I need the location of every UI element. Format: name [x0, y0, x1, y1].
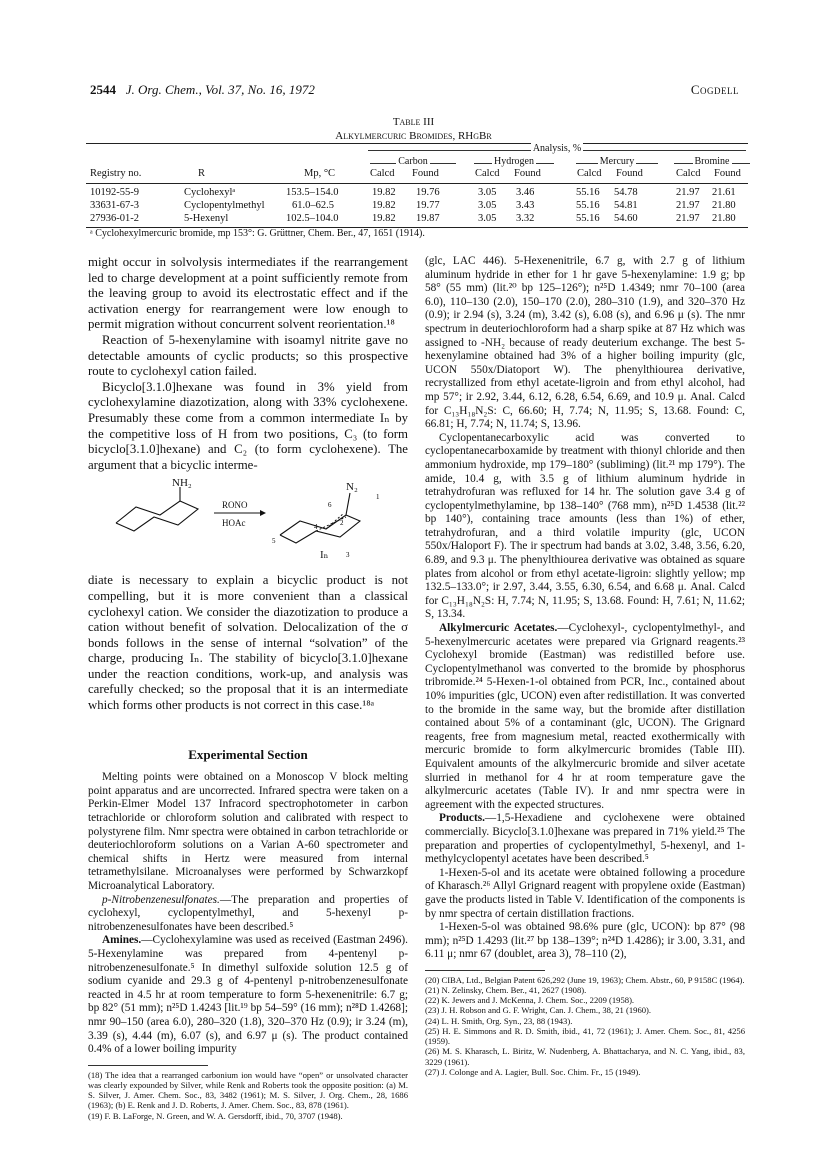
group-bromine: Bromine [674, 163, 750, 175]
footnote: (24) L. H. Smith, Org. Syn., 23, 88 (1943). [425, 1015, 573, 1026]
col-header: Mp, °C [304, 168, 336, 179]
paragraph: (glc, LAC 446). 5-Hexenenitrile, 6.7 g, with 2.7 g of lithium aluminum hydride in ether for 1 hr gave 5-hexenylamine: 1.9 g; bp 58° (55 mm) (lit.²⁰ bp 125–126°); n²⁵D 1.4349; nmr 70–100 (area 6.0), 110–130 (2.0), 150–170 (2.0), 280–310 (1.9), and 320–370 Hz (0.9); ir 2.94 (s), 3.24 (m), 3.42 (s), 6.08 (s), and 6.96 μ (s). The nmr spectrum in deuteriochloroform had a sharp spike at 87 Hz which was assigned to -NH₂ because of ready deuterium exchange. The best 5-hexenylamine obtained had 3% of a higher boiling impurity (glc, UCON 550x/Diatoport W). The phenylthiourea derivative, recrystallized from ethyl acetate-ligroin and from ethyl alcohol, had mp 57°; ir 2.92, 3.44, 6.12, 6.28, 6.54, 6.69, and 10.9 μ. Anal. Calcd for C₁₃H₁₈N₂S: C, 66.60; H, 7.74; N, 11.95; S, 13.68. Found: C, 66.81; H, 7.74; N, 11.74; S, 13.96. [425, 255, 745, 431]
footnote: (26) M. S. Kharasch, L. Biritz, W. Nudenberg, A. Bhattacharya, and N. C. Yang, ibid., 83, 3229 (1961). [425, 1046, 745, 1067]
paragraph: diate is necessary to explain a bicyclic product is not compelling, but it is more convenient than a classical cyclohexyl cation. We consider the diazotization to produce a cation without benefit of solvation. Delocalization of the σ bonds follows in the sense of internal “solvation” of the charge, producing Iₙ. The stability of bicyclo[3.1.0]hexane under the reaction conditions, work-up, and analysis was carefully checked; so the proposal that it is an intermediate which forms other products is not correct in this case.¹⁸ᵃ [88, 573, 408, 713]
run-in-head: p-Nitrobenzenesulfonates. [102, 893, 220, 906]
table-row: 33631-67-3 Cyclopentylmethyl 61.0–62.5 19.82 19.77 3.05 3.43 55.16 54.81 21.97 21.80 [90, 200, 736, 211]
col-header: Registry no. [90, 168, 142, 179]
footnote: (25) H. E. Simmons and R. D. Smith, ibid., 41, 72 (1961); J. Amer. Chem. Soc., 81, 4256 (1959). [425, 1025, 745, 1047]
footnote-rule [425, 970, 545, 971]
footnote-rule [88, 1065, 208, 1066]
group-mercury: Mercury [576, 163, 658, 175]
col-header: Found [616, 168, 643, 179]
col-header: Found [514, 168, 541, 179]
scheme-reagent-rono: RONO [222, 500, 248, 511]
footnote: (22) K. Jewers and J. McKenna, J. Chem. Soc., 2209 (1958). [425, 995, 635, 1006]
col-header: Calcd [475, 168, 500, 179]
paragraph: 1-Hexen-5-ol and its acetate were obtained following a procedure of Kharasch.²⁶ Allyl Grignard reagent with propylene oxide (Eastman) gave the products listed in Table V. Identification of the components is by nmr spectra of certain distillation fractions. [425, 866, 745, 920]
paragraph: Alkylmercuric Acetates.—Cyclohexyl-, cyclopentylmethyl-, and 5-hexenylmercuric acetates were prepared via Grignard reagents.²³ Cyclohexyl bromide (Eastman) was redistilled before use. Cyclopentylmethanol was converted to the bromide by phosphorus tribromide.²⁴ 5-Hexen-1-ol obtained from PCR, Inc., contained about 10% impurities (glc, UCON) even after redistillation. It was converted to the bromide in the same way, but the bromide after distillation contained about 5% of a contaminant (glc, UCON). The Grignard reagents, free from magnesium metal, reacted exothermically with mercuric bromide to form alkylmercuric bromides (Table III). Equivalent amounts of the alkylmercuric bromide and silver acetate slurried in methanol for 4 hr at room temperature gave the alkylmercuric acetates (Table IV). Ir and nmr spectra were in agreement with the expected structures. [425, 622, 745, 811]
table-title: Table III [392, 116, 435, 128]
paragraph: p-Nitrobenzenesulfonates.—The preparation and properties of cyclohexyl, cyclopentylmethyl, and 5-hexenyl p-nitrobenzenesulfonates have been described.⁵ [88, 893, 408, 933]
reaction-scheme [88, 477, 408, 567]
col-header: Calcd [676, 168, 701, 179]
group-hydrogen: Hydrogen [474, 163, 554, 175]
run-in-head: Products. [439, 812, 485, 825]
table-analysis-row [86, 144, 748, 156]
svg-text:3: 3 [346, 551, 350, 560]
col-header: Calcd [577, 168, 602, 179]
paragraph: 1-Hexen-5-ol was obtained 98.6% pure (glc, UCON): bp 87° (98 mm); n²⁵D 1.4293 (lit.²⁷ bp 138–139°; n²⁴D 1.4286); ir 3.00, 3.31, and 6.11 μ; nmr 67 (doublet, area 3), 78–110 (2), [425, 921, 745, 961]
footnote: (21) N. Zelinsky, Chem. Ber., 41, 2627 (1908). [425, 985, 587, 996]
col-header: Found [714, 168, 741, 179]
svg-text:6: 6 [328, 501, 332, 510]
run-in-head: Amines. [102, 934, 142, 947]
svg-text:2: 2 [340, 519, 344, 528]
author-header: Cogdell [690, 82, 739, 97]
footnote: (19) F. B. LaForge, N. Green, and W. A. Gersdorff, ibid., 70, 3707 (1948). [88, 1110, 343, 1121]
analysis-group: Analysis, % [368, 150, 746, 162]
col-header: Calcd [370, 168, 395, 179]
table-footnote: ᵃ Cyclohexylmercuric bromide, mp 153°: G. Grüttner, Chem. Ber., 47, 1651 (1914). [90, 228, 425, 239]
footnote: (23) J. H. Robson and G. F. Wright, Can. J. Chem., 38, 21 (1960). [425, 1005, 652, 1016]
col-header: Found [412, 168, 439, 179]
section-title: Experimental Section [188, 746, 308, 762]
table-header-row [86, 168, 748, 181]
paragraph: might occur in solvolysis intermediates if the rearrangement led to charge development at a point sufficiently remote from the leaving group to avoid its electrostatic effect and if the activation energy for rearrangement were low enough to permit migration without concurrent solvent reorientation.¹⁸ [88, 255, 408, 332]
journal-citation: J. Org. Chem., Vol. 37, No. 16, 1972 [125, 82, 315, 97]
paragraph: Cyclopentanecarboxylic acid was converted to cyclopentanecarboxamide by treatment with thionyl chloride and then ammonium hydroxide, mp 179–180° (subliming) (lit.²¹ mp 179°). The amide, 10.4 g, with 3.5 g of lithium aluminum hydride in tetrahydrofuran was refluxed for 14 hr. The solution gave 3.4 g of cyclopentylmethylamine, bp 138–140° (768 mm), n²⁵D 1.4538 (lit.²² bp 140°), containing trace amounts (less than 1%) of ether, tetrahydrofuran, and a third volatile impurity (glc, UCON 550x/Haloport F). The ir spectrum had bands at 3.02, 3.48, 3.56, 6.20, 6.89, and 9.3 μ. The phenylthiourea derivative was obtained as square plates from alcohol or from ethyl acetate-ligroin: slightly yellow; mp 132.5–133.0°; ir 2.97, 3.44, 3.55, 6.30, 6.54, and 6.68 μ. Anal. Calcd for C₁₃H₁₈N₂S: H, 7.74; N, 11.95; S, 13.68. Found: H, 7.61; N, 11.62; S, 13.34. [425, 431, 745, 621]
col-header: R [198, 168, 206, 179]
scheme-intermediate-label: Iₙ [320, 549, 329, 562]
paragraph: Products.—1,5-Hexadiene and cyclohexene were obtained commercially. Bicyclo[3.1.0]hexane was prepared in 71% yield.²⁵ The preparation and properties of cyclopentylmethyl, 5-hexenyl, and 1-methylcyclopentyl acetates have been described.⁵ [425, 812, 745, 866]
svg-text:1: 1 [376, 493, 380, 502]
footnote: (18) The idea that a rearranged carbonium ion would have “open” or unsolvated character was clearly expounded by Silver, while Renk and Roberts took the opposite position: (a) M. S. Silver, J. Amer. Chem. Soc., 83, 3482 (1961); M. S. Silver, J. Org. Chem., 28, 1686 (1963); (b) E. Renk and J. D. Roberts, J. Amer. Chem. Soc., 83, 878 (1961). [88, 1069, 408, 1111]
footnote: (20) CIBA, Ltd., Belgian Patent 626,292 (June 19, 1963); Chem. Abstr., 60, P 9158C (1964). [425, 974, 745, 985]
running-header [90, 82, 315, 98]
group-carbon: Carbon [370, 163, 456, 175]
page-number: 2544 [90, 82, 116, 97]
paragraph: Melting points were obtained on a Monoscop V block melting point apparatus and are uncorrected. Infrared spectra were taken on a Perkin-Elmer Model 137 Infracord spectrophotometer in carbon tetrachloride or chloroform solution and calibrated with respect to polystyrene film. Nmr spectra were obtained in carbon tetrachloride or deuteriochloroform solutions on a Varian A-60 spectrometer and chemical shifts in Hertz were measured from internal tetramethylsilane. Microanalyses were performed by Schwarzkopf Microanalytical Laboratory. [88, 771, 408, 892]
footnote: (27) J. Colonge and A. Lagier, Bull. Soc. Chim. Fr., 15 (1949). [425, 1066, 641, 1077]
scheme-n2-label: N₂ [346, 481, 358, 494]
svg-text:4: 4 [314, 523, 318, 532]
table-row: 10192-55-9 Cyclohexylᵃ 153.5–154.0 19.82 19.76 3.05 3.46 55.16 54.78 21.97 21.61 [90, 187, 736, 198]
paragraph: Reaction of 5-hexenylamine with isoamyl nitrite gave no detectable amounts of cyclic products; so this prospective route to cyclohexyl cation failed. [88, 332, 408, 379]
svg-text:5: 5 [272, 537, 276, 546]
run-in-head: Alkylmercuric Acetates. [439, 622, 558, 635]
table-row: 27936-01-2 5-Hexenyl 102.5–104.0 19.82 19.87 3.05 3.32 55.16 54.60 21.97 21.80 [90, 213, 736, 224]
reaction-scheme-drawing [88, 477, 408, 567]
left-column [88, 255, 408, 1121]
table-subtitle: Alkylmercuric Bromides, RHgBr [335, 130, 492, 142]
data-table [86, 143, 748, 241]
scheme-reagent-hoac: HOAc [222, 518, 246, 529]
table-group-row [86, 156, 748, 168]
paragraph: Amines.—Cyclohexylamine was used as received (Eastman 2496). 5-Hexenylamine was prepared from 4-pentenyl p-nitrobenzenesulfonate.⁵ In dimethyl sulfoxide solution 12.5 g of sodium cyanide and 29.3 g of 4-pentenyl p-nitrobenzenesulfonate reacted in 4.5 hr at room temperature to form 5-hexenenitrile: 6.7 g; bp 82° (51 mm); n²⁵D 1.4243 [lit.¹⁹ bp 54–59° (16 mm); n²⁸D 1.4268]; nmr 90–150 (area 6.0), 280–320 (1.8), 320–370 Hz (0.9); ir 3.24 (m), 3.39 (s), 4.44 (m), 6.07 (s), and 6.97 μ (s). The product contained 0.4% of a lower boiling impurity [88, 934, 408, 1056]
right-column [425, 255, 745, 1077]
scheme-nh2-label: NH₂ [172, 477, 192, 490]
paragraph: Bicyclo[3.1.0]hexane was found in 3% yield from cyclohexylamine diazotization, along with 33% cyclohexene. Presumably these come from a common intermediate Iₙ by the competitive loss of H from two positions, C₃ (to form bicyclo[3.1.0]hexane) and C₂ (to form cyclohexene). The argument that a bicyclic interme- [88, 379, 408, 472]
